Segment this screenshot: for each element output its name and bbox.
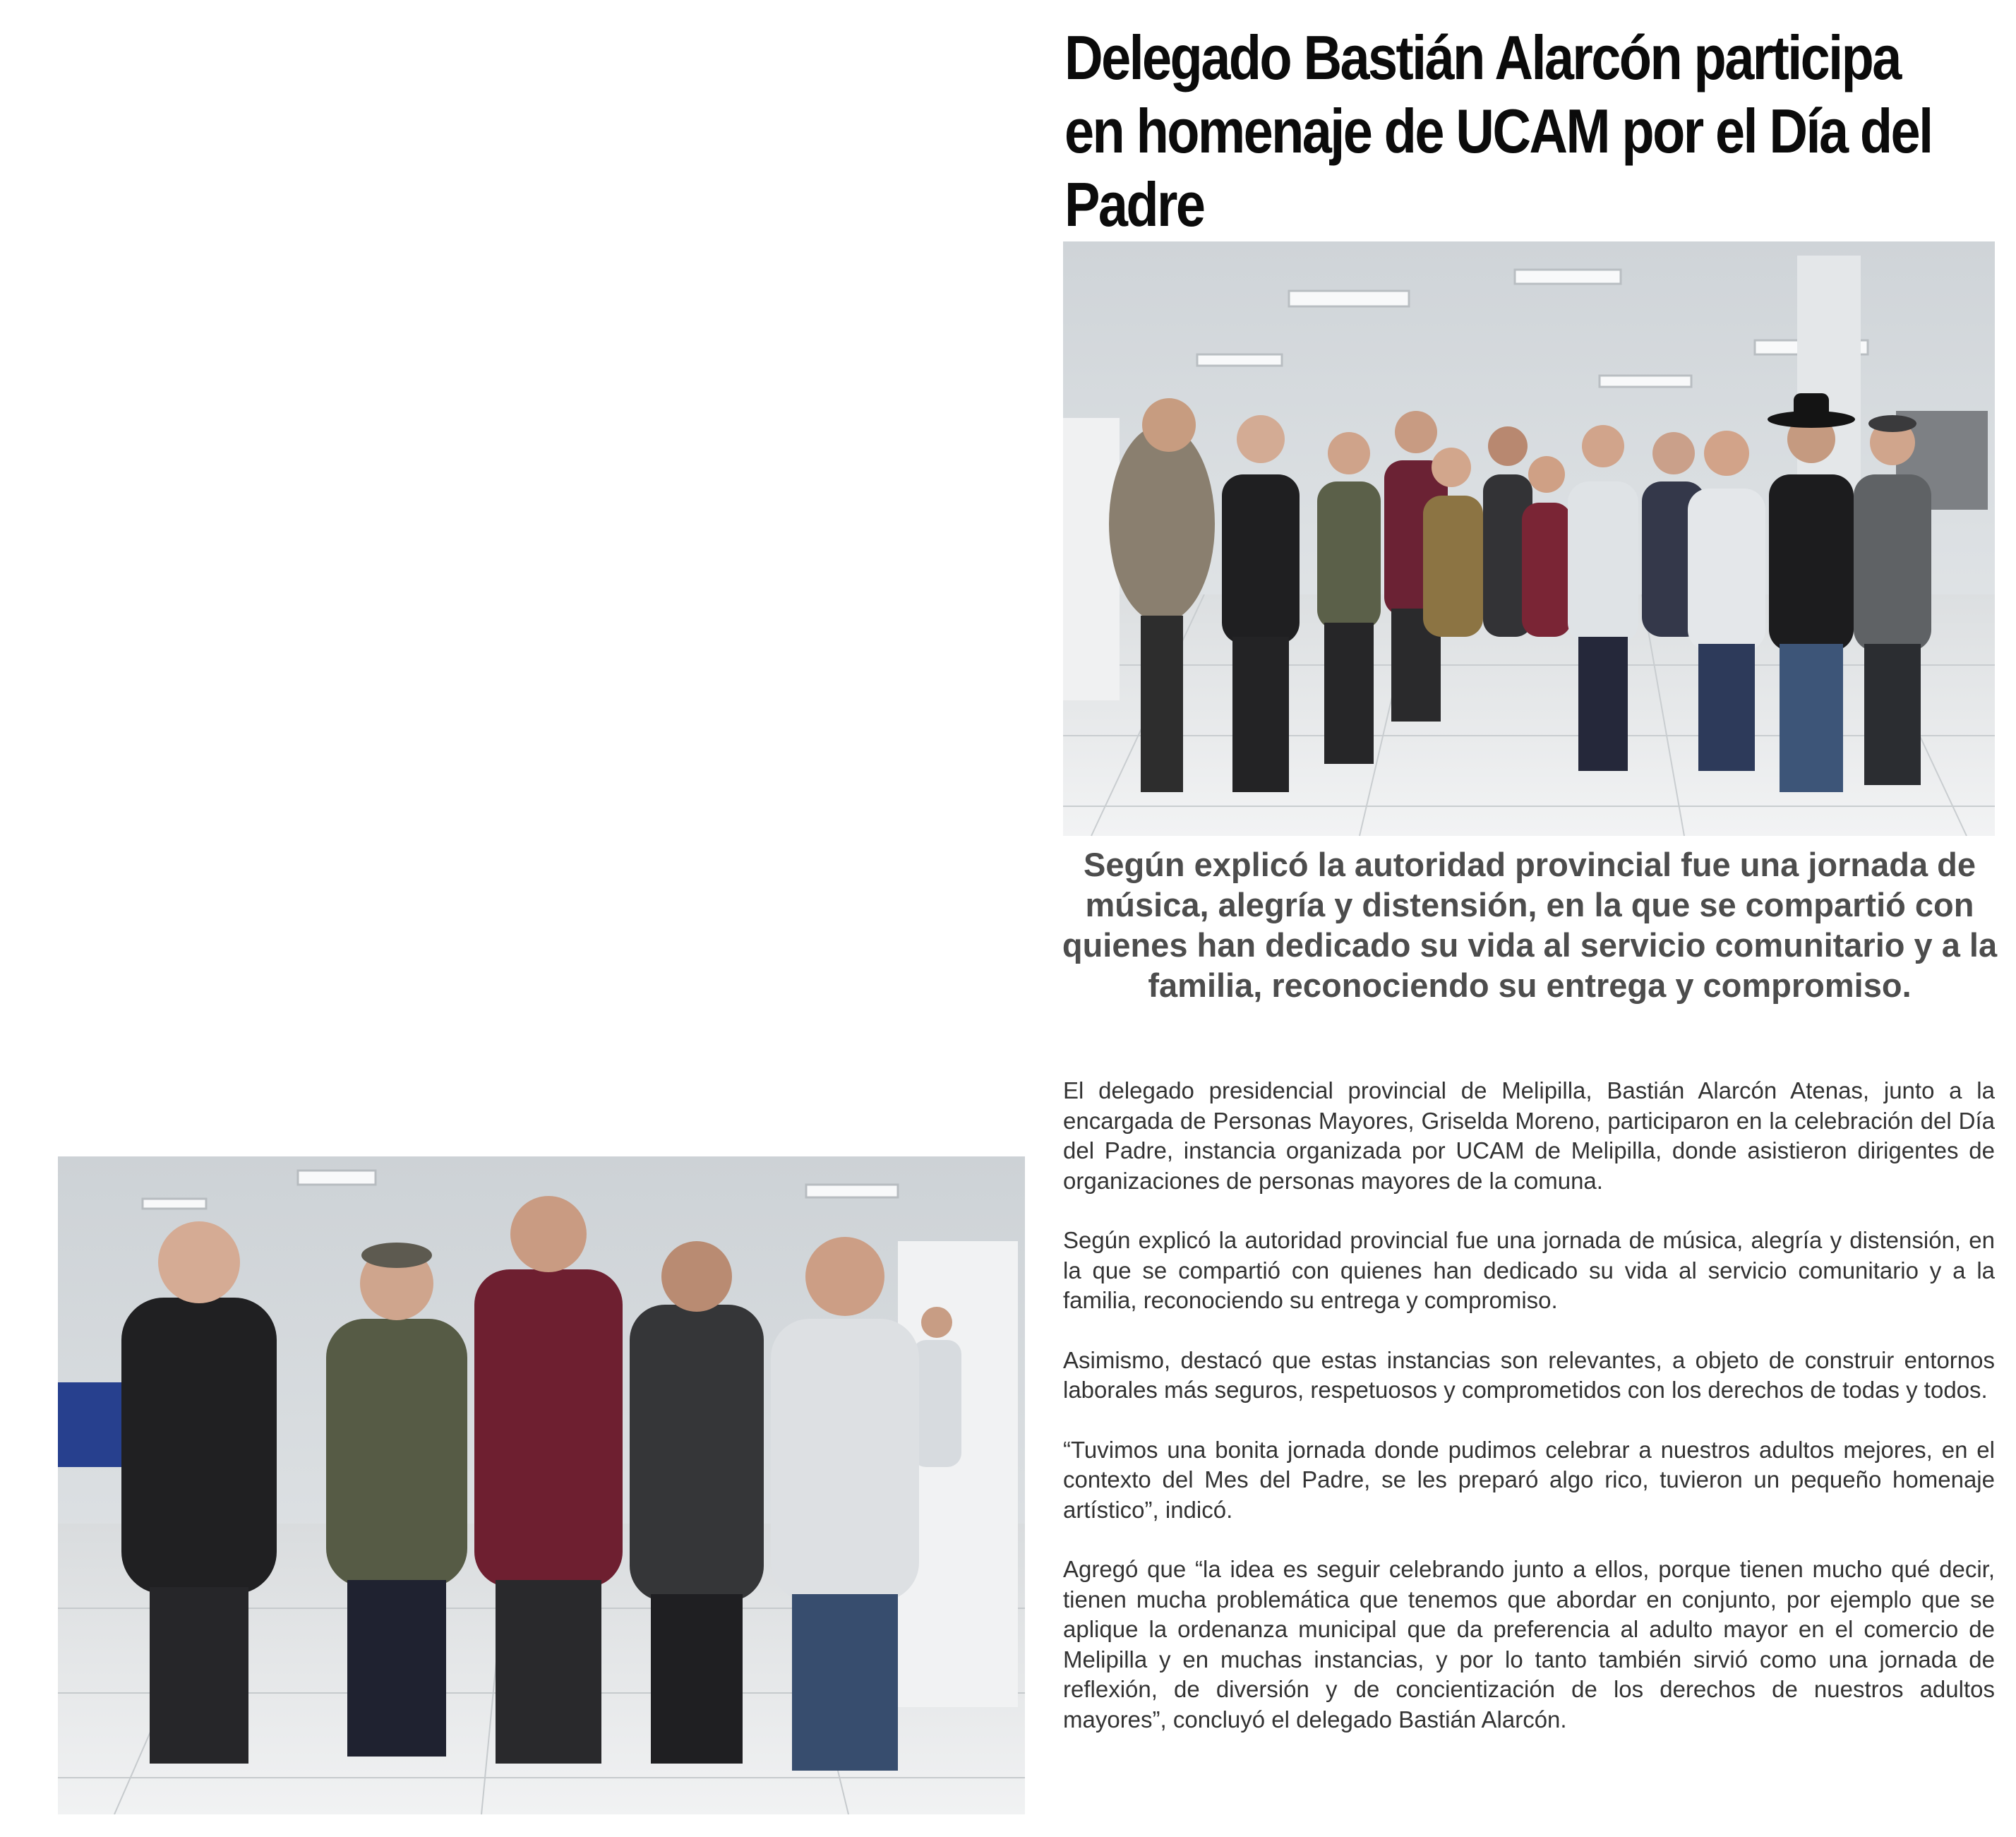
headline-line: Padre [1064, 169, 1204, 239]
body-paragraph: “Tuvimos una bonita jornada donde pudimos celebrar a nuestros adultos mejores, en el contexto del Mes del Padre, se les preparó algo rico, tuvieron un pequeño homenaje artístico”, indicó. [1063, 1436, 1995, 1523]
article-lead: Según explicó la autoridad provincial fue una jornada de música, alegría y distensión, en la que se compartió con quienes han dedicado su vida al servicio comunitario y a la familia, reconociendo su entrega y compromiso. [1062, 846, 1998, 1004]
body-paragraph: Según explicó la autoridad provincial fue una jornada de música, alegría y distensión, en la que se compartió con quienes han dedicado su vida al servicio comunitario y a la familia, reconociendo su entrega y compromiso. [1063, 1227, 1995, 1313]
body-paragraph: Asimismo, destacó que estas instancias son relevantes, a objeto de construir entornos laborales más seguros, respetuosos y comprometidos con los derechos de todas y todos. [1063, 1346, 1995, 1403]
headline-line: en homenaje de UCAM por el Día del [1064, 96, 1932, 166]
group-photo-small [58, 1156, 1025, 1814]
body-paragraph: El delegado presidencial provincial de Melipilla, Bastián Alarcón Atenas, junto a la encargada de Personas Mayores, Griselda Moreno, participaron en la celebración del Día del Padre, instancia organizada por UCAM de Melipilla, donde asistieron dirigentes de organizaciones de personas mayores de la comuna. [1063, 1077, 1995, 1194]
headline-line: Delegado Bastián Alarcón participa [1064, 23, 1900, 92]
body-paragraph: Agregó que “la idea es seguir celebrando junto a ellos, porque tienen mucho qué decir, tienen mucha problemática que tenemos que abordar en conjunto, por ejemplo que se aplique la ordenanza municipal que da preferencia al adulto mayor en el comercio de Melipilla y en muchas instancias, y por lo tanto también sirvió como una jornada de reflexión, de diversión y de concientización de los derechos de nuestros adultos mayores”, concluyó el delegado Bastián Alarcón. [1063, 1556, 1995, 1733]
article-body [1063, 1076, 1995, 1764]
group-photo-large [1063, 241, 1995, 836]
article-headline [1064, 21, 1932, 241]
